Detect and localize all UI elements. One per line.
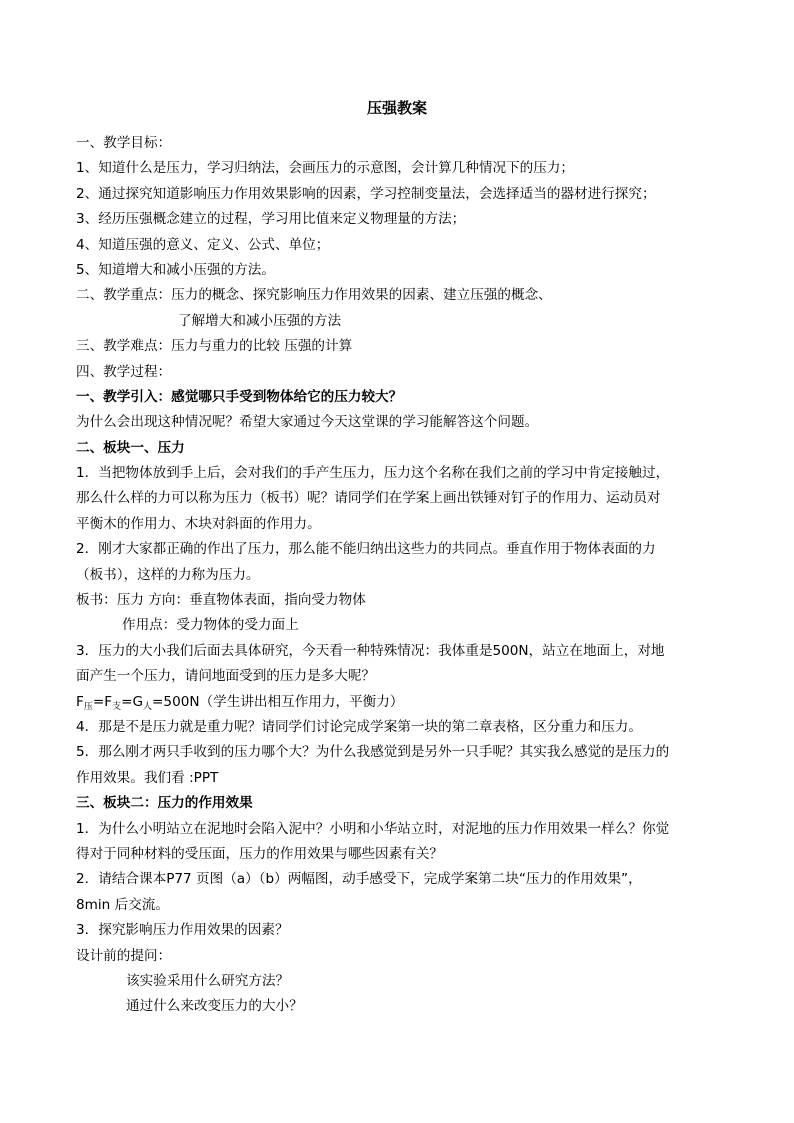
formula-part: =F [92,693,113,710]
text-line: 面产生一个压力，请问地面受到的压力是多大呢？ [76,668,376,685]
text-line: 为什么会出现这种情况呢？希望大家通过今天这堂课的学习能解答这个问题。 [76,414,539,431]
text-line: 4、知道压强的意义、定义、公式、单位； [76,236,330,253]
formula-subscript: 人 [143,701,153,712]
text-line: 作用效果。我们看 :PPT [76,769,219,786]
text-line: 3、经历压强概念建立的过程，学习用比值来定义物理量的方法； [76,211,466,228]
formula-f: F [76,693,84,710]
text-line: 2．请结合课本P77 页图（a）（b）两幅图，动手感受下，完成学案第二块“压力的作用效果”， [76,871,642,888]
text-line: 1．当把物体放到手上后，会对我们的手产生压力，压力这个名称在我们之前的学习中肯定接触过， [76,465,670,482]
section-heading: 二、板块一、压力 [76,439,185,456]
text-line: 3．探究影响压力作用效果的因素？ [76,922,289,939]
section-heading: 三、板块二：压力的作用效果 [76,795,253,812]
text-line: 4．那是不是压力就是重力呢？请同学们讨论完成学案第一块的第二章表格，区分重力和压力。 [76,718,642,735]
text-line: 设计前的提问： [76,947,172,964]
text-line: 平衡木的作用力、木块对斜面的作用力。 [76,515,321,532]
text-line: 2．刚才大家都正确的作出了压力，那么能不能归纳出这些力的共同点。垂直作用于物体表面的力 [76,541,656,558]
formula-part: =G [121,693,144,710]
formula-subscript: 支 [112,701,122,712]
document-body [76,131,726,1020]
text-line: 8min 后交流。 [76,896,169,913]
text-line: 该实验采用什么研究方法？ [126,972,290,989]
text-line: 1．为什么小明站立在泥地时会陷入泥中？小明和小华站立时，对泥地的压力作用效果一样么？你觉 [76,820,670,837]
text-line: 了解增大和减小压强的方法 [178,312,342,329]
text-line: 得对于同种材料的受压面，压力的作用效果与哪些因素有关？ [76,845,444,862]
text-line: 那么什么样的力可以称为压力（板书）呢？请同学们在学案上画出铁锤对钉子的作用力、运动员对 [76,490,661,507]
section-heading: 四、教学过程： [76,363,172,380]
text-line: （板书），这样的力称为压力。 [76,566,260,583]
page-title: 压强教案 [366,99,427,117]
section-heading: 三、教学难点：压力与重力的比较 压强的计算 [76,338,353,355]
section-heading: 一、教学目标： [76,135,172,151]
section-heading: 二、教学重点：压力的概念、探究影响压力作用效果的因素、建立压强的概念、 [76,287,552,304]
text-line: 5．那么刚才两只手收到的压力哪个大？为什么我感觉到是另外一只手呢？其实我么感觉的是压力的 [76,744,670,761]
formula-subscript: 压 [83,701,93,712]
text-line: 作用点：受力物体的受力面上 [122,617,299,634]
text-line: 板书：压力 方向：垂直物体表面，指向受力物体 [76,592,366,609]
text-line: 3．压力的大小我们后面去具体研究，今天看一种特殊情况：我体重是500N，站立在地面上，对地 [76,642,665,659]
text-line: 通过什么来改变压力的大小？ [126,998,303,1015]
text-line: 1、知道什么是压力，学习归纳法，会画压力的示意图，会计算几种情况下的压力； [76,160,575,177]
text-line: 5、知道增大和减小压强的方法。 [76,261,275,278]
formula-rest: =500N（学生讲出相互作用力，平衡力） [152,693,404,710]
formula-line [76,690,726,715]
section-heading: 一、教学引入：感觉哪只手受到物体给它的压力较大？ [76,388,403,405]
text-line: 2、通过探究知道影响压力作用效果影响的因素，学习控制变量法，会选择适当的器材进行探究； [76,185,656,202]
